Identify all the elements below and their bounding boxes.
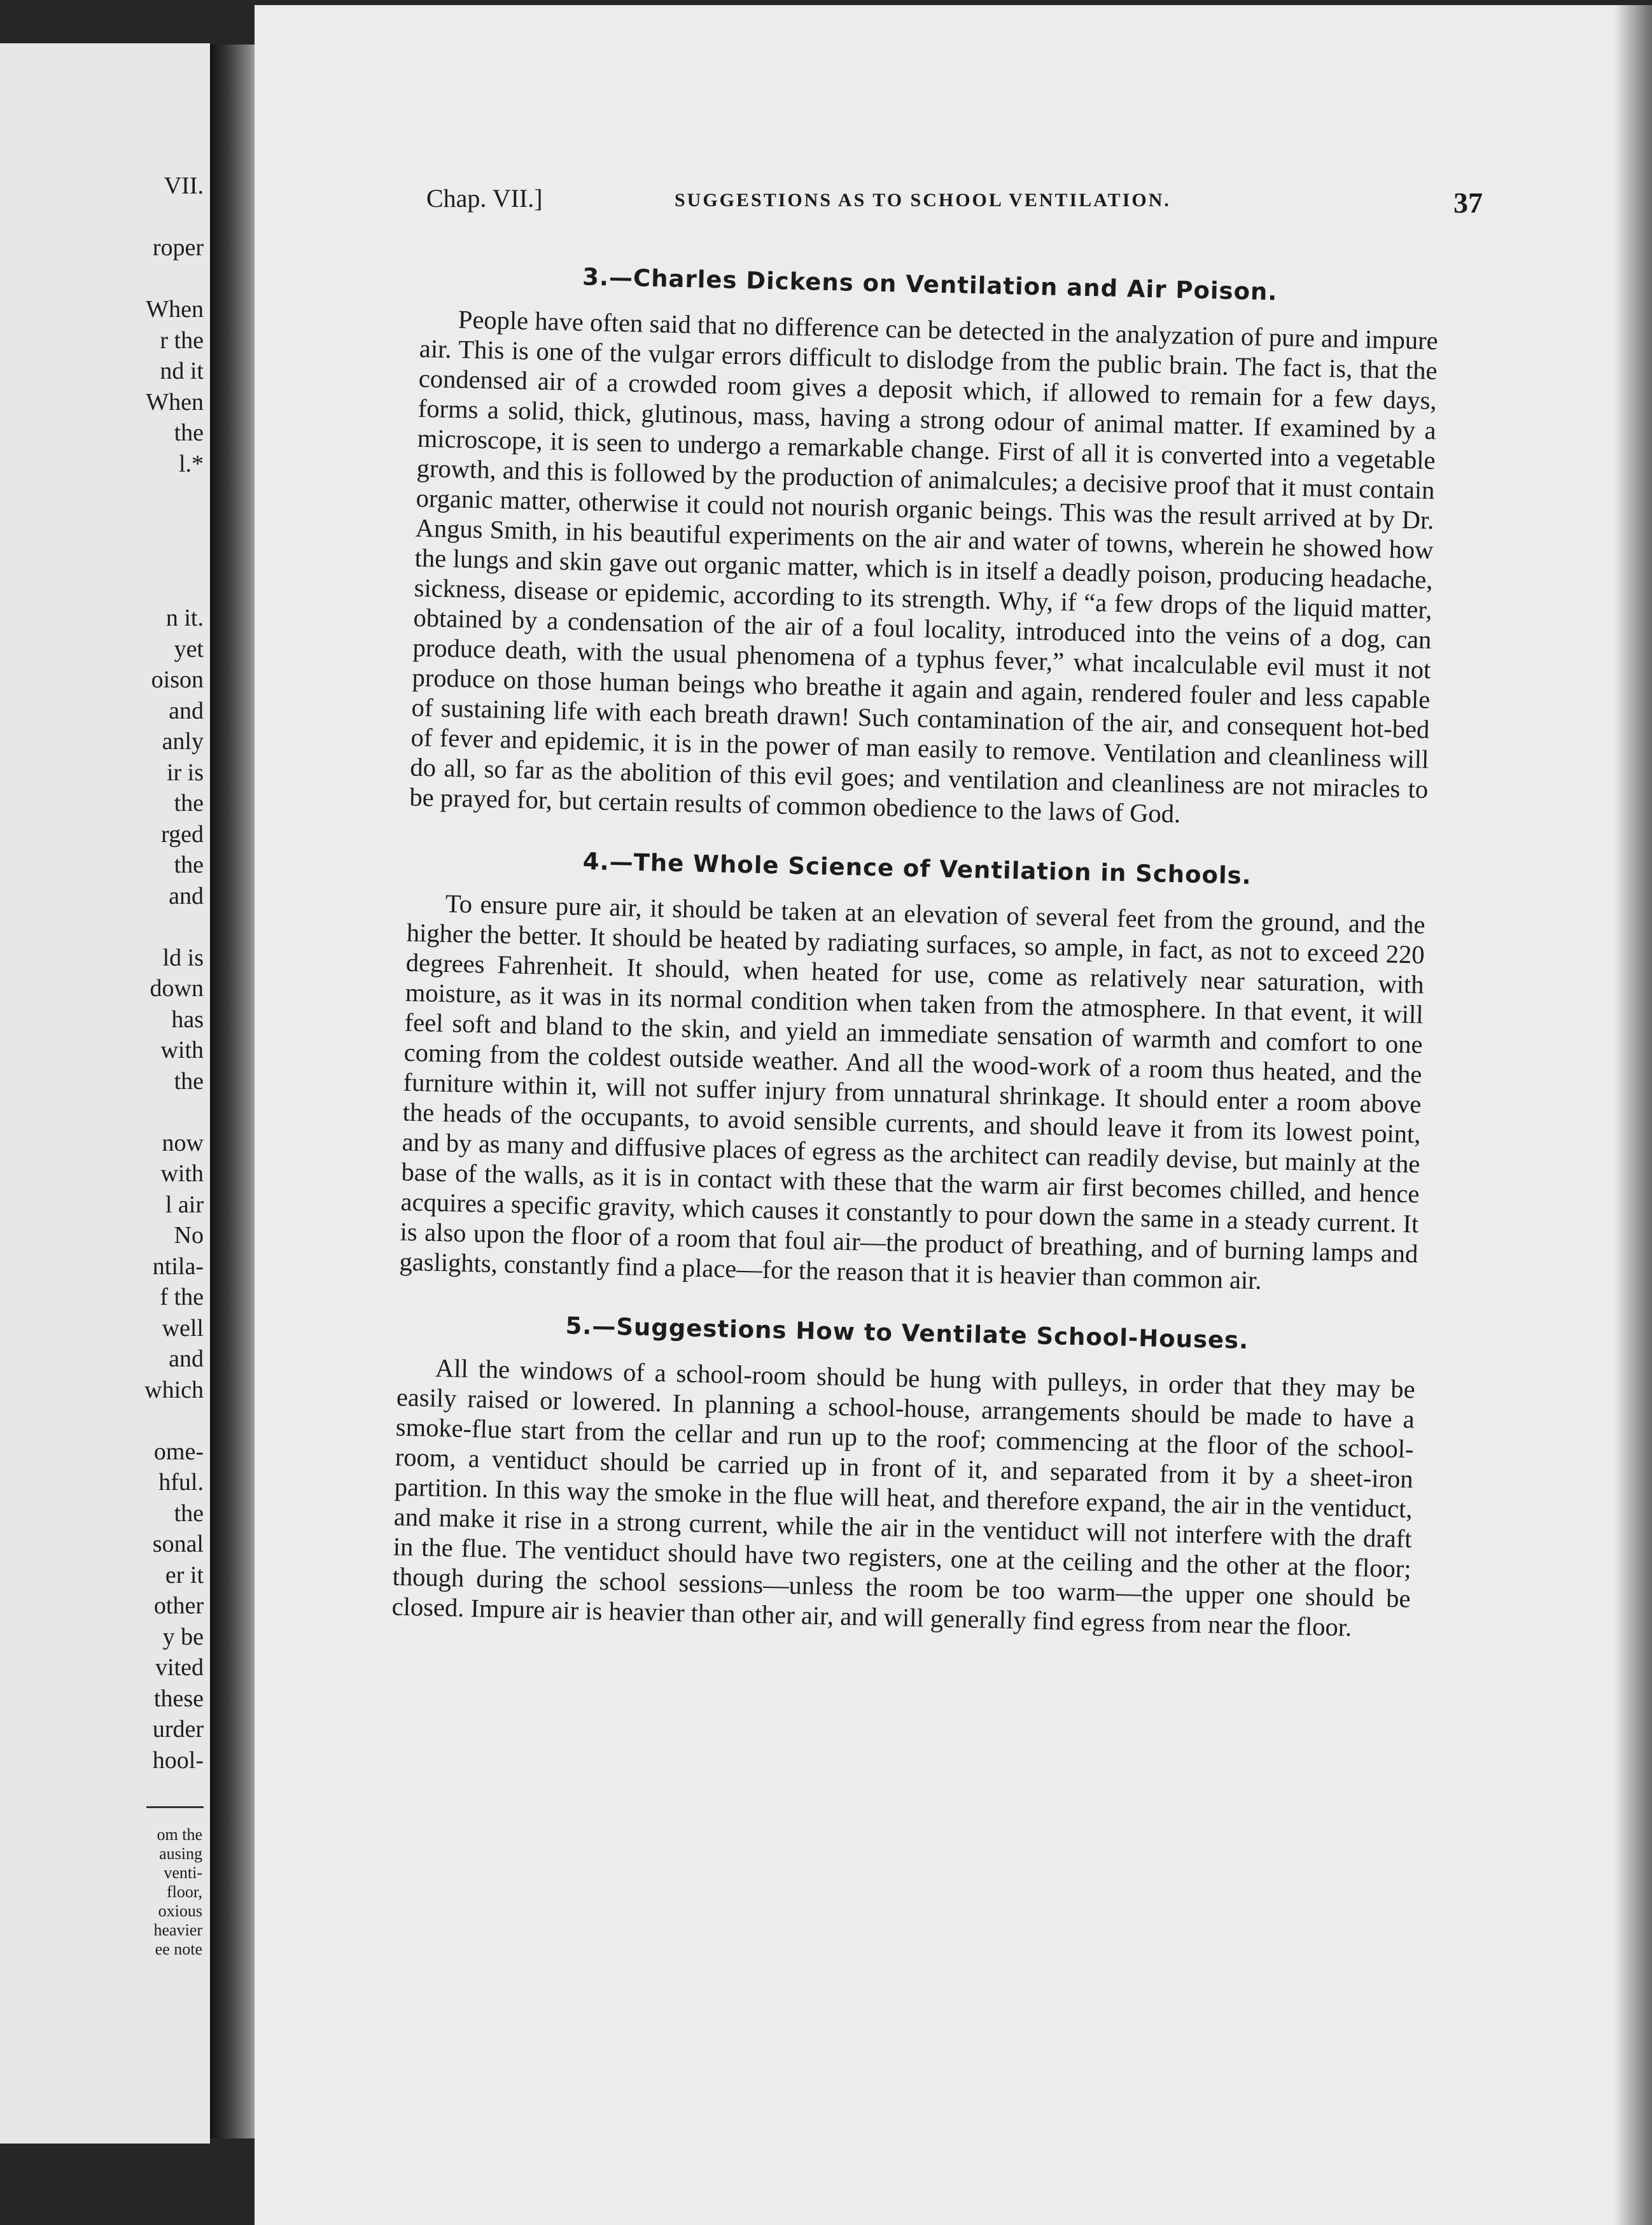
section-paragraph: People have often said that no difference can be detected in the analyzation of pure and impure air. This is one of the vulgar errors difficult to dislodge from the public brain. The fact is, that the condensed air of a crowded room gives a deposit which, if allowed to remain for a few days, forms a solid, thick, glutinous, mass, having a strong odour of animal matter. If examined by a microscope, it is seen to undergo a remarkable change. First of all it is converted into a vegetable growth, and this is followed by the production of animalcules; a decisive proof that it must contain organic matter, otherwise it could not nourish organic beings. This was the result arrived at by Dr. Angus Smith, in his beautiful experiments on the air and water of towns, wherein he showed how the lungs and skin gave out organic matter, which is in itself a deadly poison, producing headache, sickness, disease or epidemic, according to its strength. Why, if “a few drops of the liquid matter, obtained by a condensation of the air of a foul locality, introduced into the veins of a dog, can produce death, with the usual phenomena of a typhus fever,” what incalculable evil must it not produce on those human beings who breathe it again and again, rendered fouler and less capable of sustaining life with each breath drawn! Such contamination of the air, and consequent hot-bed of fever and epidemic, it is in the power of man easily to remove. Ventilation and cleanliness will do all, so far as the abolition of this evil goes; and ventilation and cleanliness are not miracles to be prayed for, but certain results of common obedience to the laws of God. bbox=[409, 305, 1439, 829]
left-page-footnote bbox=[153, 1825, 202, 1959]
left-page-line bbox=[144, 202, 204, 233]
chapter-label: Chap. VII.] bbox=[426, 184, 543, 213]
footnote-line: venti- bbox=[164, 1864, 202, 1882]
left-page-line: When bbox=[146, 296, 204, 323]
left-page-line: other bbox=[153, 1592, 204, 1619]
left-page-line: nd it bbox=[160, 358, 204, 384]
footnote-line: ausing bbox=[159, 1844, 202, 1863]
left-page-line bbox=[144, 572, 204, 603]
page-number: 37 bbox=[1453, 186, 1483, 219]
left-page-line: the bbox=[174, 1067, 204, 1095]
section-heading: 4.—The Whole Science of Ventilation in Schools. bbox=[582, 847, 1252, 890]
left-page-line: hful. bbox=[158, 1469, 204, 1496]
left-page-line: the bbox=[174, 852, 204, 878]
left-page-line: sonal bbox=[152, 1531, 204, 1557]
left-page-line: and bbox=[169, 1345, 204, 1372]
left-page-line: down bbox=[150, 975, 204, 1002]
left-page-line: yet bbox=[174, 635, 204, 663]
footnote-line: floor, bbox=[167, 1883, 202, 1901]
section-heading: 3.—Charles Dickens on Ventilation and Air Poison. bbox=[582, 263, 1278, 306]
left-page-line: these bbox=[153, 1685, 204, 1712]
footnote-line: oxious bbox=[158, 1902, 202, 1920]
left-page-line: and bbox=[169, 882, 204, 909]
left-page-line: rged bbox=[161, 820, 204, 848]
left-page-line: l air bbox=[165, 1191, 204, 1218]
section-paragraph: To ensure pure air, it should be taken at an elevation of several feet from the ground, and the higher the better. It should be heated by radiating surfaces, so ample, in fact, as not to exceed 220 degrees Fahrenheit. It should, when heated for use, come as relatively near saturation, with moisture, as it was in its normal condition when taken from the atmosphere. In that event, it will feel soft and bland to the skin, and yield an immediate sensation of warmth and comfort to one coming from the coldest outside weather. And all the wood-work of a room thus heated, and the furniture within it, will not suffer injury from unnatural shrinkage. It should enter a room above the heads of the occupants, to avoid sensible currents, and should leave it from its lowest point, and by as many and diffusive places of egress as the architect can readily devise, but mainly at the base of the walls, as it is in contact with these that the warm air first becomes chilled, and hence acquires a specific gravity, which causes it constantly to pour down the same in a steady current. It is also upon the floor of a room that foul air—the product of breathing, and of burning lamps and gaslights, constantly find a place—for the reason that it is heavier than common air. bbox=[399, 889, 1426, 1295]
left-page-line: er it bbox=[165, 1561, 204, 1589]
left-page bbox=[0, 43, 210, 2144]
left-page-line: ld is bbox=[162, 944, 204, 971]
left-page-line: hool- bbox=[152, 1746, 204, 1774]
footnote-rule bbox=[146, 1806, 204, 1808]
page-edge-shadow bbox=[1614, 5, 1652, 2225]
left-page-line bbox=[144, 911, 204, 943]
left-page-line bbox=[144, 263, 204, 295]
left-page-line: oison bbox=[151, 666, 204, 693]
left-page-line: and bbox=[169, 697, 204, 724]
right-page bbox=[255, 5, 1652, 2225]
left-page-line: y be bbox=[162, 1623, 204, 1650]
left-page-line: has bbox=[171, 1006, 204, 1033]
left-page-line: which bbox=[144, 1376, 204, 1403]
left-page-line: When bbox=[146, 388, 204, 416]
left-page-line: the bbox=[174, 1499, 204, 1527]
left-page-line: now bbox=[162, 1129, 204, 1156]
left-page-line: f the bbox=[160, 1284, 204, 1310]
left-page-line: ir is bbox=[166, 759, 204, 786]
left-page-line bbox=[144, 479, 204, 510]
left-page-line bbox=[144, 510, 204, 542]
left-page-line: ome- bbox=[153, 1438, 204, 1465]
left-page-line: l.* bbox=[178, 450, 204, 477]
left-page-line bbox=[144, 541, 204, 572]
left-page-line: r the bbox=[160, 326, 204, 354]
footnote-line: ee note bbox=[155, 1940, 202, 1958]
left-page-line: roper bbox=[152, 234, 204, 261]
left-page-line bbox=[144, 1405, 204, 1436]
left-page-line bbox=[144, 1097, 204, 1128]
left-page-line: ntila- bbox=[152, 1253, 204, 1280]
left-page-line: vited bbox=[155, 1654, 204, 1681]
left-page-line: with bbox=[160, 1160, 204, 1187]
running-title: SUGGESTIONS AS TO SCHOOL VENTILATION. bbox=[675, 190, 1171, 211]
running-head bbox=[426, 183, 1483, 221]
left-page-line: No bbox=[174, 1222, 204, 1249]
left-page-line: well bbox=[162, 1314, 204, 1342]
page-content bbox=[391, 260, 1439, 1675]
left-page-line: n it. bbox=[165, 605, 204, 631]
left-page-fragments bbox=[144, 171, 204, 1776]
section-paragraph: All the windows of a school-room should be hung with pulleys, in order that they may be easily raised or lowered. In planning a school-house, arrangements should be made to have a smoke-flue start from the cellar and run up to the roof; commencing at the floor of the school-room, a ventiduct should be carried up in front of it, and separated from it by a sheet-iron partition. In this way the smoke in the flue will heat, and therefore expand, the air in the ventiduct, and make it rise in a strong current, while the air in the ventiduct will not interfere with the draft in the flue. The ventiduct should have two registers, one at the ceiling and the other at the floor; though during the school sessions—unless the room be too warm—the upper one should be closed. Impure air is heavier than other air, and will generally find egress from near the floor. bbox=[391, 1353, 1416, 1642]
book-gutter bbox=[210, 45, 261, 2138]
left-page-line: anly bbox=[162, 728, 204, 755]
left-page-line: the bbox=[174, 419, 204, 446]
left-page-line: the bbox=[174, 790, 204, 817]
left-page-line: urder bbox=[152, 1716, 204, 1743]
left-page-line: VII. bbox=[164, 172, 204, 199]
section-heading: 5.—Suggestions How to Ventilate School-Houses. bbox=[565, 1312, 1249, 1354]
footnote-line: heavier bbox=[153, 1921, 202, 1939]
left-page-line: with bbox=[160, 1037, 204, 1063]
footnote-line: om the bbox=[157, 1825, 202, 1844]
